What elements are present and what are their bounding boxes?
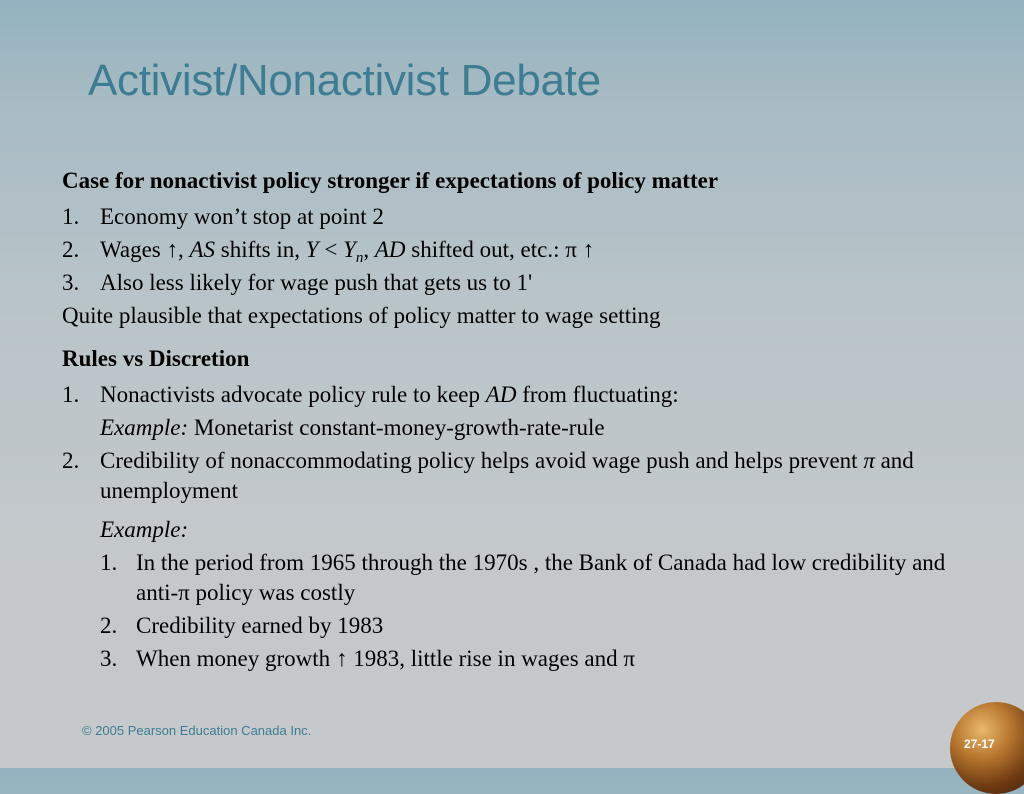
- slide-title: Activist/Nonactivist Debate: [88, 56, 601, 105]
- section-note: Quite plausible that expectations of policy matter to wage setting: [62, 303, 661, 328]
- list-number: 2.: [62, 237, 80, 262]
- up-arrow-icon: ↑: [166, 237, 178, 262]
- example-item: [62, 644, 982, 674]
- up-arrow-icon: ↑: [335, 646, 348, 671]
- list-item: [62, 446, 982, 506]
- example-item: [62, 548, 982, 608]
- example-number: 1.: [100, 550, 118, 575]
- list-text: Wages ↑, AS shifts in, $Y < Y_n$, AD shifted out, etc.: π ↑: [100, 237, 595, 266]
- page-number: 27-17: [964, 737, 995, 751]
- example-text: Credibility earned by 1983: [136, 613, 384, 638]
- list-number: 1.: [62, 204, 80, 229]
- list-item: [62, 235, 982, 265]
- example-label: Example:: [100, 517, 189, 542]
- list-item: [62, 380, 982, 410]
- list-text: Credibility of nonaccommodating policy helps avoid wage push and helps prevent π and unemployment: [100, 448, 914, 503]
- section-heading-rules: Rules vs Discretion: [62, 346, 250, 371]
- example-text: In the period from 1965 through the 1970s , the Bank of Canada had low credibility and anti-π policy was costly: [136, 550, 946, 605]
- example-text: When money growth ↑ 1983, little rise in wages and π: [136, 644, 635, 674]
- list-item: [62, 202, 982, 232]
- copyright-footer: © 2005 Pearson Education Canada Inc.: [82, 723, 312, 738]
- list-text: Also less likely for wage push that gets us to 1': [100, 270, 533, 295]
- list-text: Economy won’t stop at point 2: [100, 204, 384, 229]
- list-text: Nonactivists advocate policy rule to keep AD from fluctuating:: [100, 382, 679, 407]
- list-number: 1.: [62, 382, 80, 407]
- example-number: 2.: [100, 613, 118, 638]
- slide-content: [62, 166, 982, 677]
- list-number: 2.: [62, 448, 80, 473]
- list-item: [62, 268, 982, 298]
- example-line: Example: Monetarist constant-money-growth-rate-rule: [100, 415, 605, 440]
- example-item: [62, 611, 982, 641]
- up-arrow-icon: ↑: [582, 237, 595, 262]
- example-number: 3.: [100, 646, 118, 671]
- section-heading-expectations: Case for nonactivist policy stronger if expectations of policy matter: [62, 168, 719, 193]
- list-number: 3.: [62, 270, 80, 295]
